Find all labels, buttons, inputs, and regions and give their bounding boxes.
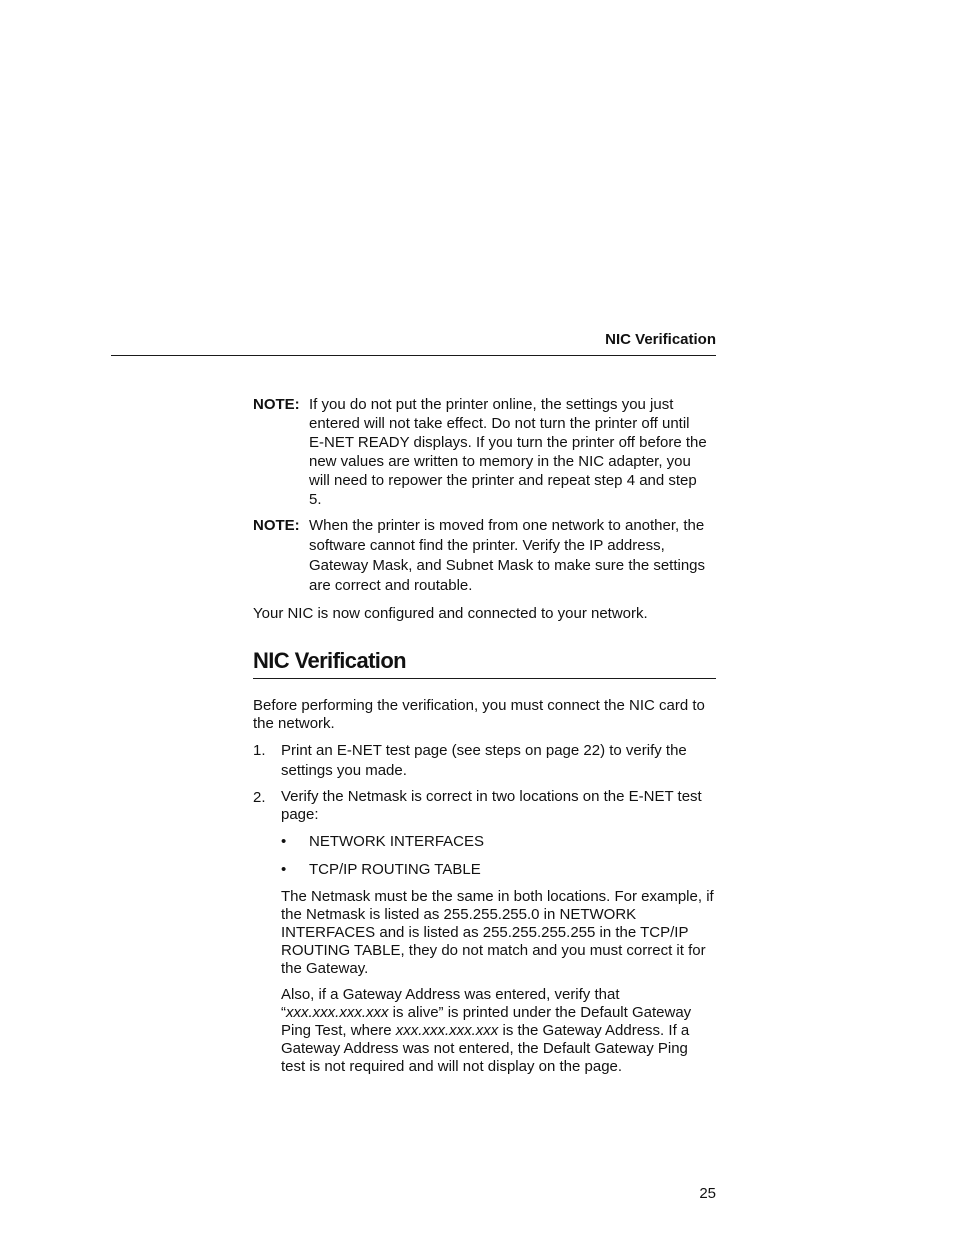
note-text: When the printer is moved from one network to another, the software cannot find the printer. Verify the IP address, Gateway Mask, and Subnet Mask to make sure the settings are correct and routable. bbox=[309, 517, 706, 594]
gateway-text-part: is the Gateway Address. If a Gateway Address was not entered, the Default Gateway Ping test is not required and will not display on the page. bbox=[281, 1022, 690, 1076]
list-item bbox=[253, 788, 716, 824]
address-placeholder: xxx.xxx.xxx.xxx bbox=[395, 1022, 499, 1040]
section-heading: NIC Verification bbox=[253, 647, 716, 679]
bullet-item bbox=[281, 860, 716, 880]
note-block bbox=[253, 395, 716, 509]
status-paragraph: Your NIC is now configured and connected to your network. bbox=[253, 605, 648, 622]
note-label: NOTE: bbox=[253, 396, 300, 413]
note-label: NOTE: bbox=[253, 517, 300, 534]
running-header bbox=[111, 330, 716, 356]
page-number: 25 bbox=[699, 1185, 716, 1202]
note-block bbox=[253, 516, 716, 596]
list-item bbox=[253, 741, 716, 781]
bullet-text: TCP/IP ROUTING TABLE bbox=[309, 861, 481, 879]
intro-paragraph: Before performing the verification, you must connect the NIC card to the network. bbox=[253, 697, 705, 733]
step-number: 2. bbox=[253, 789, 266, 807]
step-text: Print an E-NET test page (see steps on page 22) to verify the settings you made. bbox=[281, 742, 687, 780]
address-placeholder: xxx.xxx.xxx.xxx bbox=[286, 1004, 389, 1022]
bullet-list bbox=[281, 832, 716, 880]
note-text: If you do not put the printer online, the settings you just entered will not take effect. Do not turn the printer off until E-NET READY displays. If you turn the printer off before the new values are written to memory in the NIC adapter, you will need to repower the printer and repeat step 4 and step 5. bbox=[309, 396, 707, 508]
step-number: 1. bbox=[253, 742, 266, 760]
gateway-text-part: is alive” is printed under the Default Gateway Ping Test, where bbox=[281, 1004, 692, 1040]
bullet-icon: • bbox=[281, 861, 287, 879]
bullet-icon: • bbox=[281, 833, 287, 851]
bullet-text: NETWORK INTERFACES bbox=[309, 833, 485, 851]
page-content bbox=[253, 395, 716, 1076]
gateway-text-part: Also, if a Gateway Address was entered, verify that “ bbox=[281, 986, 620, 1022]
netmask-paragraph: The Netmask must be the same in both locations. For example, if the Netmask is listed as 255.255.255.0 in NETWORK INTERFACES and is listed as 255.255.255.255 in the TCP/IP ROUTING TABLE, they do not match and you must correct it for the Gateway. bbox=[281, 888, 714, 978]
running-header-title: NIC Verification bbox=[605, 331, 716, 348]
gateway-paragraph bbox=[281, 986, 716, 1076]
bullet-item bbox=[281, 832, 716, 852]
step-text: Verify the Netmask is correct in two locations on the E-NET test page: bbox=[281, 788, 702, 824]
